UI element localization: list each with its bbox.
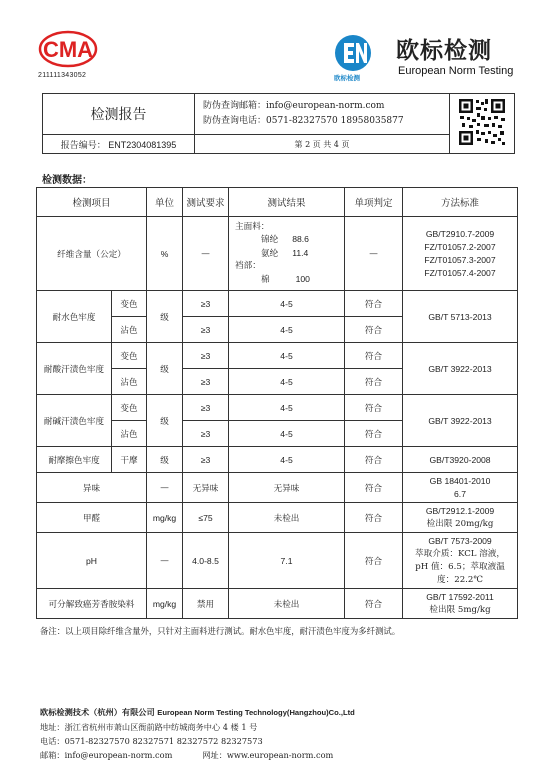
method-line: FZ/T01057.2-2007 xyxy=(424,241,496,252)
company-name-cn: 欧标检测技术（杭州）有限公司 xyxy=(40,707,155,717)
section-title: 检测数据： xyxy=(42,175,92,186)
table-row xyxy=(37,533,518,589)
method-line: 6.7 xyxy=(454,488,466,499)
item-cell: 耐碱汗渍色牢度 xyxy=(37,395,112,447)
brand-name-cn: 欧标检测 xyxy=(396,37,492,64)
svg-text:CMA: CMA xyxy=(42,37,94,62)
method-cell xyxy=(403,533,518,589)
verdict-cell: 符合 xyxy=(345,291,403,317)
table-row xyxy=(37,217,518,291)
table-note: 备注：以上项目除纤维含量外，只针对主面料进行测试。耐水色牢度，耐汗渍色牢度为多纤测试。 xyxy=(40,626,401,636)
main-fabric-label: 主面料： xyxy=(235,221,270,232)
fiber-value: 88.6 xyxy=(292,234,309,245)
en-logo-icon xyxy=(334,34,372,72)
result-cell: 无异味 xyxy=(229,473,345,503)
table-row xyxy=(37,395,518,421)
method-cell: GB/T 3922-2013 xyxy=(403,343,518,395)
requirement-cell: ≥3 xyxy=(183,421,229,447)
page-number: 第 2 页 共 4 页 xyxy=(195,135,450,154)
requirement-cell: ≥3 xyxy=(183,317,229,343)
unit-cell: mg/kg xyxy=(147,503,183,533)
method-cell xyxy=(403,217,518,291)
fiber-name: 氨纶 xyxy=(261,248,279,259)
method-line: GB/T2910.7-2009 xyxy=(425,228,495,239)
result-cell: 4-5 xyxy=(229,291,345,317)
sub-item-cell: 变色 xyxy=(112,343,147,369)
contact-info xyxy=(195,94,450,135)
table-row xyxy=(37,473,518,503)
cma-logo xyxy=(38,30,98,68)
footer-contact xyxy=(40,748,355,762)
fiber-name: 锦纶 xyxy=(261,235,279,246)
item-cell: 耐摩擦色牢度 xyxy=(37,447,112,473)
verdict-cell: 符合 xyxy=(345,421,403,447)
requirement-cell: ≥3 xyxy=(183,369,229,395)
unit-cell: 级 xyxy=(147,291,183,343)
header-result: 测试结果 xyxy=(229,188,345,217)
fiber-name: 棉 xyxy=(261,274,270,285)
report-title: 检测报告 xyxy=(43,94,195,135)
company-name-en: European Norm Testing Technology(Hangzhou)Co.,Ltd xyxy=(157,708,355,717)
requirement-cell: ≥3 xyxy=(183,395,229,421)
unit-cell: 级 xyxy=(147,447,183,473)
header-item: 检测项目 xyxy=(37,188,147,217)
email-line: 防伪查询邮箱：info@european-norm.com xyxy=(203,101,385,111)
footer-email: 邮箱：info@european-norm.com xyxy=(40,750,173,760)
verdict-cell: 符合 xyxy=(345,343,403,369)
unit-cell: 级 xyxy=(147,395,183,447)
unit-cell: % xyxy=(147,217,183,291)
item-cell: pH xyxy=(37,533,147,589)
result-cell: 4-5 xyxy=(229,343,345,369)
method-line: 检出限 5mg/kg xyxy=(429,604,491,615)
qr-code-icon xyxy=(457,97,507,147)
item-cell: 纤维含量（公定） xyxy=(37,217,147,291)
method-line: FZ/T01057.4-2007 xyxy=(424,267,496,278)
method-line: GB/T2912.1-2009 xyxy=(425,505,495,516)
brand-small-label: 欧标检测 xyxy=(334,74,360,82)
sub-item-cell: 沾色 xyxy=(112,369,147,395)
table-row xyxy=(37,291,518,317)
footer-company xyxy=(40,705,355,720)
result-cell: 4-5 xyxy=(229,395,345,421)
item-cell: 耐水色牢度 xyxy=(37,291,112,343)
method-cell xyxy=(403,589,518,619)
footer-address: 地址：浙江省杭州市萧山区衙前路中纺城商务中心 4 楼 1 号 xyxy=(40,722,258,732)
verdict-cell: 符合 xyxy=(345,317,403,343)
method-line: 度：22.2℃ xyxy=(437,574,483,585)
result-cell: 4-5 xyxy=(229,369,345,395)
item-cell: 可分解致癌芳香胺染料 xyxy=(37,589,147,619)
requirement-cell: ≥3 xyxy=(183,343,229,369)
verdict-cell: 符合 xyxy=(345,395,403,421)
fiber-value: 11.4 xyxy=(292,247,309,258)
header-unit: 单位 xyxy=(147,188,183,217)
verdict-cell: 符合 xyxy=(345,369,403,395)
item-cell: 甲醛 xyxy=(37,503,147,533)
requirement-cell: ≥3 xyxy=(183,291,229,317)
requirement-cell: 禁用 xyxy=(183,589,229,619)
footer-web: 网址：www.european-norm.com xyxy=(202,750,334,760)
unit-cell: — xyxy=(147,533,183,589)
report-header-table xyxy=(42,93,515,154)
method-cell xyxy=(403,503,518,533)
requirement-cell: 4.0-8.5 xyxy=(183,533,229,589)
requirement-cell: ≥3 xyxy=(183,447,229,473)
unit-cell: — xyxy=(147,473,183,503)
method-line: 检出限 20mg/kg xyxy=(426,518,494,529)
method-cell: GB/T 5713-2013 xyxy=(403,291,518,343)
brand-name-en: European Norm Testing xyxy=(398,65,514,77)
sub-item-cell: 干摩 xyxy=(112,447,147,473)
method-line: pH 值：6.5；萃取液温 xyxy=(415,561,505,572)
table-row xyxy=(37,503,518,533)
result-cell: 未检出 xyxy=(229,589,345,619)
method-cell: GB/T3920-2008 xyxy=(403,447,518,473)
result-cell: 未检出 xyxy=(229,503,345,533)
table-header-row xyxy=(37,188,518,217)
result-cell: 4-5 xyxy=(229,447,345,473)
pocket-label: 裆部： xyxy=(235,261,261,272)
method-line: GB/T 7573-2009 xyxy=(428,535,492,546)
header-verdict: 单项判定 xyxy=(345,188,403,217)
footer-phone: 电话：0571-82327570 82327571 82327572 82327573 xyxy=(40,736,263,746)
cma-code: 211111343052 xyxy=(38,72,87,79)
footer xyxy=(40,705,355,762)
item-cell: 耐酸汗渍色牢度 xyxy=(37,343,112,395)
verdict-cell: 符合 xyxy=(345,533,403,589)
header-method: 方法标准 xyxy=(403,188,518,217)
method-line: GB 18401-2010 xyxy=(429,475,491,486)
result-cell: 7.1 xyxy=(229,533,345,589)
qr-code-cell xyxy=(450,94,515,154)
method-cell xyxy=(403,473,518,503)
header-requirement: 测试要求 xyxy=(183,188,229,217)
method-cell: GB/T 3922-2013 xyxy=(403,395,518,447)
fiber-result-cell xyxy=(229,217,345,291)
method-line: FZ/T01057.3-2007 xyxy=(424,254,496,265)
method-line: GB/T 17592-2011 xyxy=(426,591,494,602)
requirement-cell: 无异味 xyxy=(183,473,229,503)
item-cell: 异味 xyxy=(37,473,147,503)
test-data-table xyxy=(36,187,518,619)
verdict-cell: 符合 xyxy=(345,473,403,503)
report-number: 报告编号： ENT2304081395 xyxy=(43,135,195,154)
requirement-cell: — xyxy=(183,217,229,291)
requirement-cell: ≤75 xyxy=(183,503,229,533)
sub-item-cell: 变色 xyxy=(112,395,147,421)
fiber-value: 100 xyxy=(295,273,310,284)
unit-cell: 级 xyxy=(147,343,183,395)
verdict-cell: 符合 xyxy=(345,503,403,533)
table-row xyxy=(37,447,518,473)
table-row xyxy=(37,589,518,619)
unit-cell: mg/kg xyxy=(147,589,183,619)
phone-line: 防伪查询电话：0571-82327570 18958035877 xyxy=(203,116,404,126)
result-cell: 4-5 xyxy=(229,317,345,343)
method-line: 萃取介质：KCL 溶液， xyxy=(415,548,505,559)
sub-item-cell: 沾色 xyxy=(112,317,147,343)
sub-item-cell: 沾色 xyxy=(112,421,147,447)
verdict-cell: 符合 xyxy=(345,589,403,619)
table-row xyxy=(37,343,518,369)
verdict-cell: — xyxy=(345,217,403,291)
verdict-cell: 符合 xyxy=(345,447,403,473)
result-cell: 4-5 xyxy=(229,421,345,447)
sub-item-cell: 变色 xyxy=(112,291,147,317)
